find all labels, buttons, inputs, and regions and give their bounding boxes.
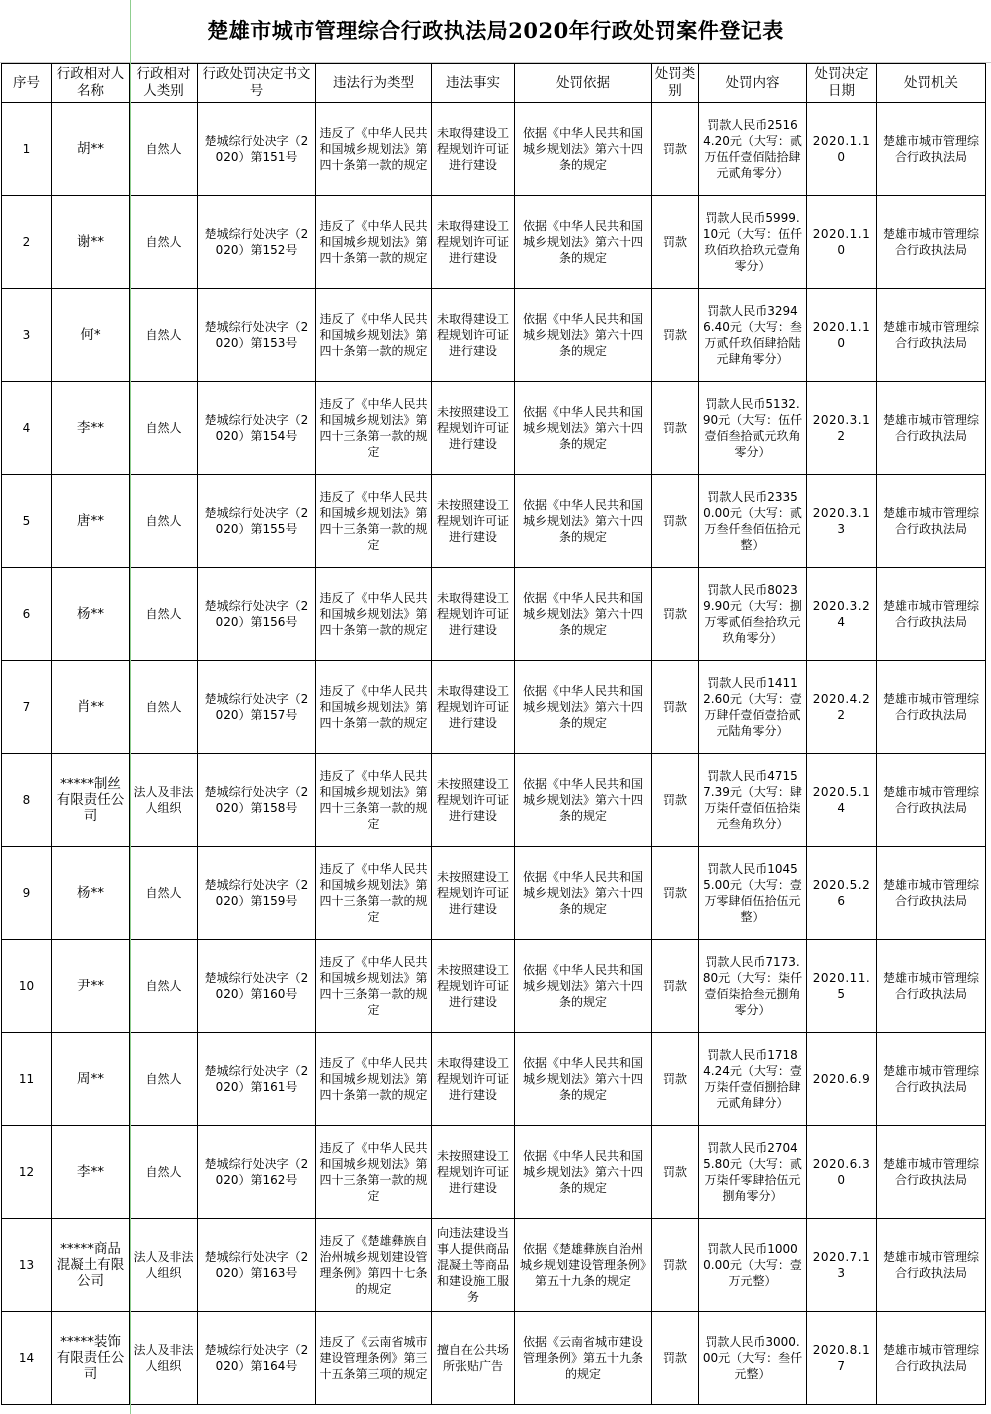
cell-doc-no: 楚城综行处决字（2020）第158号 — [198, 754, 316, 847]
cell-penalty-type: 罚款 — [652, 754, 699, 847]
header-date: 处罚决定日期 — [807, 64, 877, 103]
cell-party-name: 杨** — [52, 568, 130, 661]
cell-facts: 未按照建设工程规划许可证进行建设 — [432, 940, 515, 1033]
cell-content: 罚款人民币17184.24元（大写：壹万柒仟壹佰捌拾肆元贰角肆分） — [699, 1033, 807, 1126]
cell-doc-no: 楚城综行处决字（2020）第153号 — [198, 289, 316, 382]
cell-date: 2020.6.30 — [807, 1126, 877, 1219]
table-row — [2, 1312, 986, 1405]
cell-facts: 未取得建设工程规划许可证进行建设 — [432, 568, 515, 661]
cell-authority: 楚雄市城市管理综合行政执法局 — [877, 103, 986, 196]
cell-authority: 楚雄市城市管理综合行政执法局 — [877, 475, 986, 568]
cell-authority: 楚雄市城市管理综合行政执法局 — [877, 754, 986, 847]
cell-violation-type: 违反了《中华人民共和国城乡规划法》第四十条第一款的规定 — [316, 568, 432, 661]
cell-doc-no: 楚城综行处决字（2020）第163号 — [198, 1219, 316, 1312]
cell-seq: 4 — [2, 382, 52, 475]
cell-basis: 依据《中华人民共和国城乡规划法》第六十四条的规定 — [515, 1126, 652, 1219]
cell-basis: 依据《中华人民共和国城乡规划法》第六十四条的规定 — [515, 568, 652, 661]
cell-party-type: 自然人 — [130, 940, 198, 1033]
cell-content: 罚款人民币10455.00元（大写：壹万零肆佰伍拾伍元整） — [699, 847, 807, 940]
cell-basis: 依据《中华人民共和国城乡规划法》第六十四条的规定 — [515, 382, 652, 475]
cell-doc-no: 楚城综行处决字（2020）第159号 — [198, 847, 316, 940]
cell-violation-type: 违反了《楚雄彝族自治州城乡规划建设管理条例》第四十七条的规定 — [316, 1219, 432, 1312]
cell-basis: 依据《中华人民共和国城乡规划法》第六十四条的规定 — [515, 940, 652, 1033]
cell-violation-type: 违反了《中华人民共和国城乡规划法》第四十三条第一款的规定 — [316, 1126, 432, 1219]
cell-penalty-type: 罚款 — [652, 1312, 699, 1405]
cell-party-name: 周** — [52, 1033, 130, 1126]
cell-facts: 未取得建设工程规划许可证进行建设 — [432, 1033, 515, 1126]
cell-party-name: 杨** — [52, 847, 130, 940]
cell-date: 2020.1.10 — [807, 196, 877, 289]
cell-party-name: 胡** — [52, 103, 130, 196]
cell-violation-type: 违反了《中华人民共和国城乡规划法》第四十条第一款的规定 — [316, 196, 432, 289]
cell-violation-type: 违反了《中华人民共和国城乡规划法》第四十三条第一款的规定 — [316, 475, 432, 568]
cell-seq: 12 — [2, 1126, 52, 1219]
cell-party-name: *****商品混凝土有限公司 — [52, 1219, 130, 1312]
cell-date: 2020.4.22 — [807, 661, 877, 754]
cell-authority: 楚雄市城市管理综合行政执法局 — [877, 1126, 986, 1219]
cell-violation-type: 违反了《中华人民共和国城乡规划法》第四十三条第一款的规定 — [316, 754, 432, 847]
cell-basis: 依据《中华人民共和国城乡规划法》第六十四条的规定 — [515, 754, 652, 847]
cell-party-name: 谢** — [52, 196, 130, 289]
cell-content: 罚款人民币10000.00元（大写：壹万元整） — [699, 1219, 807, 1312]
table-row — [2, 847, 986, 940]
cell-penalty-type: 罚款 — [652, 382, 699, 475]
cell-seq: 13 — [2, 1219, 52, 1312]
table-row — [2, 1219, 986, 1312]
table-row — [2, 754, 986, 847]
cell-basis: 依据《中华人民共和国城乡规划法》第六十四条的规定 — [515, 661, 652, 754]
cell-content: 罚款人民币80239.90元（大写：捌万零贰佰叁拾玖元玖角零分） — [699, 568, 807, 661]
cell-content: 罚款人民币27045.80元（大写：贰万柒仟零肆拾伍元捌角零分） — [699, 1126, 807, 1219]
cell-party-type: 法人及非法人组织 — [130, 1219, 198, 1312]
cell-authority: 楚雄市城市管理综合行政执法局 — [877, 661, 986, 754]
cell-facts: 未按照建设工程规划许可证进行建设 — [432, 754, 515, 847]
table-row — [2, 196, 986, 289]
header-party-type: 行政相对人类别 — [130, 64, 198, 103]
cell-basis: 依据《中华人民共和国城乡规划法》第六十四条的规定 — [515, 196, 652, 289]
cell-party-type: 自然人 — [130, 1033, 198, 1126]
cell-content: 罚款人民币7173.80元（大写：柒仟壹佰柒拾叁元捌角零分） — [699, 940, 807, 1033]
column-guide-line — [130, 0, 131, 1414]
cell-facts: 未按照建设工程规划许可证进行建设 — [432, 847, 515, 940]
cell-party-type: 自然人 — [130, 661, 198, 754]
cell-authority: 楚雄市城市管理综合行政执法局 — [877, 1219, 986, 1312]
cell-basis: 依据《中华人民共和国城乡规划法》第六十四条的规定 — [515, 1033, 652, 1126]
cell-authority: 楚雄市城市管理综合行政执法局 — [877, 382, 986, 475]
cell-penalty-type: 罚款 — [652, 1126, 699, 1219]
cell-party-type: 法人及非法人组织 — [130, 754, 198, 847]
cell-party-name: 尹** — [52, 940, 130, 1033]
cell-violation-type: 违反了《中华人民共和国城乡规划法》第四十条第一款的规定 — [316, 661, 432, 754]
cell-doc-no: 楚城综行处决字（2020）第155号 — [198, 475, 316, 568]
cell-authority: 楚雄市城市管理综合行政执法局 — [877, 568, 986, 661]
table-row — [2, 568, 986, 661]
table-row — [2, 1033, 986, 1126]
cell-party-type: 自然人 — [130, 289, 198, 382]
cell-authority: 楚雄市城市管理综合行政执法局 — [877, 1312, 986, 1405]
cell-party-name: 李** — [52, 382, 130, 475]
cell-seq: 1 — [2, 103, 52, 196]
header-seq: 序号 — [2, 64, 52, 103]
cell-violation-type: 违反了《云南省城市建设管理条例》第三十五条第三项的规定 — [316, 1312, 432, 1405]
cell-content: 罚款人民币25164.20元（大写：贰万伍仟壹佰陆拾肆元贰角零分） — [699, 103, 807, 196]
cell-date: 2020.5.14 — [807, 754, 877, 847]
cell-doc-no: 楚城综行处决字（2020）第152号 — [198, 196, 316, 289]
page-title: 楚雄市城市管理综合行政执法局2020年行政处罚案件登记表 — [0, 0, 991, 63]
cell-content: 罚款人民币5999.10元（大写：伍仟玖佰玖拾玖元壹角零分） — [699, 196, 807, 289]
header-party-name: 行政相对人名称 — [52, 64, 130, 103]
cell-party-name: 唐** — [52, 475, 130, 568]
cell-penalty-type: 罚款 — [652, 940, 699, 1033]
cell-violation-type: 违反了《中华人民共和国城乡规划法》第四十条第一款的规定 — [316, 103, 432, 196]
cell-facts: 向违法建设当事人提供商品混凝土等商品和建设施工服务 — [432, 1219, 515, 1312]
cell-seq: 6 — [2, 568, 52, 661]
header-penalty-type: 处罚类别 — [652, 64, 699, 103]
table-row — [2, 289, 986, 382]
cell-basis: 依据《中华人民共和国城乡规划法》第六十四条的规定 — [515, 289, 652, 382]
cell-content: 罚款人民币47157.39元（大写：肆万柒仟壹佰伍拾柒元叁角玖分） — [699, 754, 807, 847]
cell-seq: 2 — [2, 196, 52, 289]
cell-date: 2020.8.17 — [807, 1312, 877, 1405]
cell-facts: 未按照建设工程规划许可证进行建设 — [432, 382, 515, 475]
cell-party-type: 法人及非法人组织 — [130, 1312, 198, 1405]
cell-seq: 14 — [2, 1312, 52, 1405]
cell-penalty-type: 罚款 — [652, 1033, 699, 1126]
cell-party-name: 李** — [52, 1126, 130, 1219]
cell-basis: 依据《中华人民共和国城乡规划法》第六十四条的规定 — [515, 847, 652, 940]
cell-doc-no: 楚城综行处决字（2020）第162号 — [198, 1126, 316, 1219]
cell-date: 2020.5.26 — [807, 847, 877, 940]
table-row — [2, 103, 986, 196]
header-authority: 处罚机关 — [877, 64, 986, 103]
cell-seq: 5 — [2, 475, 52, 568]
cell-date: 2020.3.12 — [807, 382, 877, 475]
cell-violation-type: 违反了《中华人民共和国城乡规划法》第四十三条第一款的规定 — [316, 847, 432, 940]
cell-basis: 依据《云南省城市建设管理条例》第五十九条的规定 — [515, 1312, 652, 1405]
cell-date: 2020.1.10 — [807, 103, 877, 196]
cell-basis: 依据《中华人民共和国城乡规划法》第六十四条的规定 — [515, 475, 652, 568]
header-doc-no: 行政处罚决定书文号 — [198, 64, 316, 103]
cell-facts: 擅自在公共场所张贴广告 — [432, 1312, 515, 1405]
cell-seq: 11 — [2, 1033, 52, 1126]
cell-doc-no: 楚城综行处决字（2020）第160号 — [198, 940, 316, 1033]
cell-date: 2020.11.5 — [807, 940, 877, 1033]
cell-seq: 8 — [2, 754, 52, 847]
table-row — [2, 1126, 986, 1219]
cell-party-type: 自然人 — [130, 847, 198, 940]
cell-facts: 未取得建设工程规划许可证进行建设 — [432, 103, 515, 196]
cell-party-type: 自然人 — [130, 382, 198, 475]
cell-facts: 未取得建设工程规划许可证进行建设 — [432, 661, 515, 754]
cell-date: 2020.6.9 — [807, 1033, 877, 1126]
cell-party-name: *****装饰有限责任公司 — [52, 1312, 130, 1405]
cell-violation-type: 违反了《中华人民共和国城乡规划法》第四十条第一款的规定 — [316, 289, 432, 382]
cell-penalty-type: 罚款 — [652, 475, 699, 568]
cell-seq: 3 — [2, 289, 52, 382]
cell-violation-type: 违反了《中华人民共和国城乡规划法》第四十条第一款的规定 — [316, 1033, 432, 1126]
cell-penalty-type: 罚款 — [652, 568, 699, 661]
table-row — [2, 940, 986, 1033]
cell-violation-type: 违反了《中华人民共和国城乡规划法》第四十三条第一款的规定 — [316, 382, 432, 475]
cell-content: 罚款人民币14112.60元（大写：壹万肆仟壹佰壹拾贰元陆角零分） — [699, 661, 807, 754]
cell-penalty-type: 罚款 — [652, 196, 699, 289]
cell-party-type: 自然人 — [130, 475, 198, 568]
cell-violation-type: 违反了《中华人民共和国城乡规划法》第四十三条第一款的规定 — [316, 940, 432, 1033]
cell-content: 罚款人民币3000.00元（大写：叁仟元整） — [699, 1312, 807, 1405]
cell-doc-no: 楚城综行处决字（2020）第154号 — [198, 382, 316, 475]
cell-party-type: 自然人 — [130, 1126, 198, 1219]
cell-content: 罚款人民币32946.40元（大写：叁万贰仟玖佰肆拾陆元肆角零分） — [699, 289, 807, 382]
header-content: 处罚内容 — [699, 64, 807, 103]
cell-authority: 楚雄市城市管理综合行政执法局 — [877, 196, 986, 289]
header-facts: 违法事实 — [432, 64, 515, 103]
cell-penalty-type: 罚款 — [652, 103, 699, 196]
cell-content: 罚款人民币5132.90元（大写：伍仟壹佰叁拾贰元玖角零分） — [699, 382, 807, 475]
cell-basis: 依据《楚雄彝族自治州城乡规划建设管理条例》第五十九条的规定 — [515, 1219, 652, 1312]
cell-facts: 未取得建设工程规划许可证进行建设 — [432, 196, 515, 289]
table-row — [2, 661, 986, 754]
table-row — [2, 382, 986, 475]
header-row — [2, 64, 986, 103]
cell-doc-no: 楚城综行处决字（2020）第151号 — [198, 103, 316, 196]
cell-doc-no: 楚城综行处决字（2020）第157号 — [198, 661, 316, 754]
penalty-register-table — [1, 63, 986, 1405]
cell-party-name: 何* — [52, 289, 130, 382]
cell-penalty-type: 罚款 — [652, 847, 699, 940]
cell-facts: 未取得建设工程规划许可证进行建设 — [432, 289, 515, 382]
cell-party-name: *****制丝有限责任公司 — [52, 754, 130, 847]
cell-party-type: 自然人 — [130, 568, 198, 661]
cell-authority: 楚雄市城市管理综合行政执法局 — [877, 1033, 986, 1126]
header-basis: 处罚依据 — [515, 64, 652, 103]
cell-facts: 未按照建设工程规划许可证进行建设 — [432, 475, 515, 568]
cell-penalty-type: 罚款 — [652, 289, 699, 382]
cell-facts: 未按照建设工程规划许可证进行建设 — [432, 1126, 515, 1219]
table-row — [2, 475, 986, 568]
cell-penalty-type: 罚款 — [652, 1219, 699, 1312]
cell-party-type: 自然人 — [130, 103, 198, 196]
cell-party-type: 自然人 — [130, 196, 198, 289]
cell-date: 2020.3.24 — [807, 568, 877, 661]
cell-doc-no: 楚城综行处决字（2020）第164号 — [198, 1312, 316, 1405]
cell-authority: 楚雄市城市管理综合行政执法局 — [877, 289, 986, 382]
cell-doc-no: 楚城综行处决字（2020）第156号 — [198, 568, 316, 661]
cell-authority: 楚雄市城市管理综合行政执法局 — [877, 847, 986, 940]
cell-seq: 9 — [2, 847, 52, 940]
cell-penalty-type: 罚款 — [652, 661, 699, 754]
cell-party-name: 肖** — [52, 661, 130, 754]
cell-doc-no: 楚城综行处决字（2020）第161号 — [198, 1033, 316, 1126]
cell-date: 2020.7.13 — [807, 1219, 877, 1312]
cell-content: 罚款人民币23350.00元（大写：贰万叁仟叁佰伍拾元整） — [699, 475, 807, 568]
cell-seq: 7 — [2, 661, 52, 754]
header-violation-type: 违法行为类型 — [316, 64, 432, 103]
cell-seq: 10 — [2, 940, 52, 1033]
cell-authority: 楚雄市城市管理综合行政执法局 — [877, 940, 986, 1033]
cell-basis: 依据《中华人民共和国城乡规划法》第六十四条的规定 — [515, 103, 652, 196]
cell-date: 2020.1.10 — [807, 289, 877, 382]
cell-date: 2020.3.13 — [807, 475, 877, 568]
